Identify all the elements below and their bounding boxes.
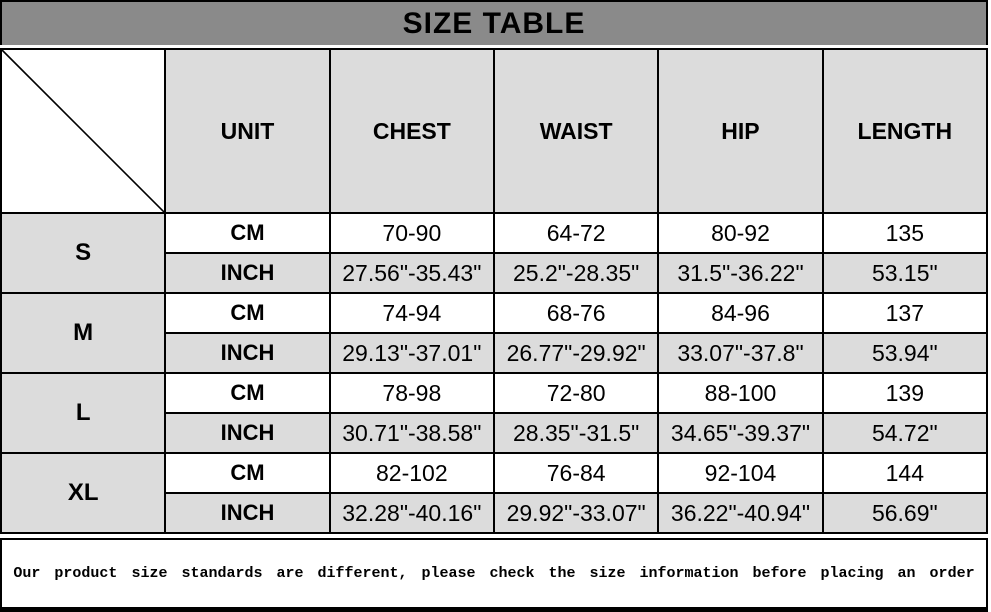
- hip-value: 33.07"-37.8": [658, 333, 822, 373]
- unit-cell: INCH: [165, 333, 329, 373]
- diagonal-header-cell: [1, 49, 165, 213]
- size-label-xl: XL: [1, 453, 165, 533]
- size-note-text: Our product size standards are different, please check the size information before placing an order: [13, 565, 975, 583]
- waist-value: 29.92"-33.07": [494, 493, 658, 533]
- chest-value: 32.28"-40.16": [330, 493, 494, 533]
- waist-value: 26.77"-29.92": [494, 333, 658, 373]
- table-row: [1, 213, 987, 253]
- unit-cell: INCH: [165, 253, 329, 293]
- length-value: 135: [823, 213, 987, 253]
- waist-value: 28.35"-31.5": [494, 413, 658, 453]
- size-label-m: M: [1, 293, 165, 373]
- hip-value: 80-92: [658, 213, 822, 253]
- waist-value: 76-84: [494, 453, 658, 493]
- waist-value: 25.2"-28.35": [494, 253, 658, 293]
- size-label-s: S: [1, 213, 165, 293]
- unit-cell: CM: [165, 453, 329, 493]
- unit-cell: CM: [165, 373, 329, 413]
- page-title: SIZE TABLE: [402, 6, 586, 40]
- length-value: 56.69": [823, 493, 987, 533]
- column-header-hip: HIP: [658, 49, 822, 213]
- chest-value: 29.13"-37.01": [330, 333, 494, 373]
- size-table: [0, 48, 988, 534]
- chest-value: 74-94: [330, 293, 494, 333]
- length-value: 139: [823, 373, 987, 413]
- hip-value: 88-100: [658, 373, 822, 413]
- length-value: 137: [823, 293, 987, 333]
- table-row: [1, 293, 987, 333]
- waist-value: 64-72: [494, 213, 658, 253]
- waist-value: 68-76: [494, 293, 658, 333]
- table-row: [1, 373, 987, 413]
- length-value: 53.15": [823, 253, 987, 293]
- hip-value: 36.22"-40.94": [658, 493, 822, 533]
- column-header-unit: UNIT: [165, 49, 329, 213]
- length-value: 144: [823, 453, 987, 493]
- unit-cell: INCH: [165, 493, 329, 533]
- unit-cell: CM: [165, 213, 329, 253]
- size-note-box: [0, 538, 988, 612]
- chest-value: 82-102: [330, 453, 494, 493]
- table-row: [1, 453, 987, 493]
- chest-value: 30.71"-38.58": [330, 413, 494, 453]
- length-value: 53.94": [823, 333, 987, 373]
- chest-value: 27.56"-35.43": [330, 253, 494, 293]
- chest-value: 78-98: [330, 373, 494, 413]
- unit-cell: INCH: [165, 413, 329, 453]
- column-header-waist: WAIST: [494, 49, 658, 213]
- hip-value: 31.5"-36.22": [658, 253, 822, 293]
- hip-value: 84-96: [658, 293, 822, 333]
- hip-value: 34.65"-39.37": [658, 413, 822, 453]
- waist-value: 72-80: [494, 373, 658, 413]
- diagonal-line: [2, 50, 164, 212]
- unit-cell: CM: [165, 293, 329, 333]
- hip-value: 92-104: [658, 453, 822, 493]
- size-label-l: L: [1, 373, 165, 453]
- column-header-length: LENGTH: [823, 49, 987, 213]
- column-header-chest: CHEST: [330, 49, 494, 213]
- chest-value: 70-90: [330, 213, 494, 253]
- size-table-title-bar: [0, 0, 988, 45]
- length-value: 54.72": [823, 413, 987, 453]
- header-row: [1, 49, 987, 213]
